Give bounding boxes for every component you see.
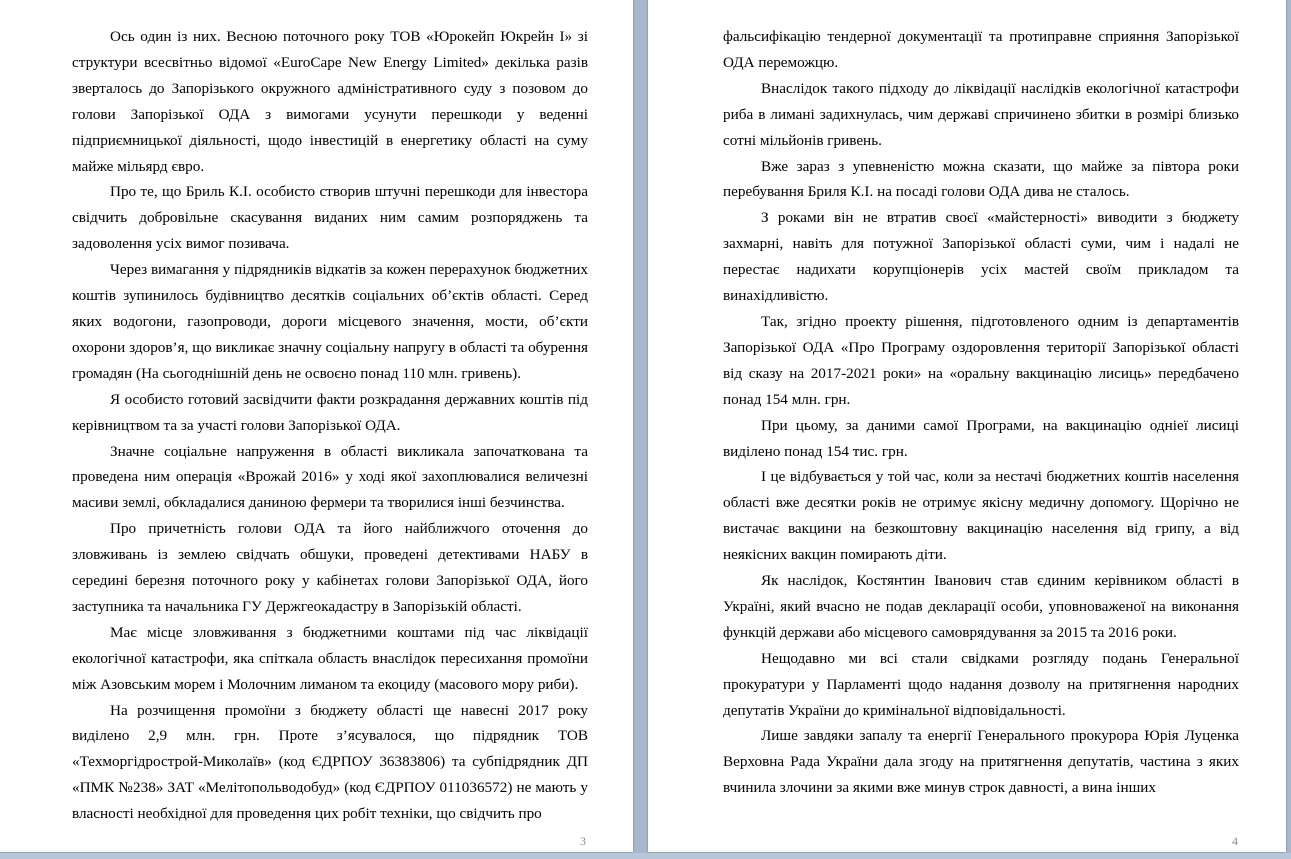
paragraph: Лише завдяки запалу та енергії Генерального прокурора Юрія Луценка Верховна Рада України дала згоду на притягнення депутатів, частина з яких вчинила злочини за якими вже минув строк давності, а вина інших — [723, 727, 1239, 797]
paragraph: Має місце зловживання з бюджетними коштами під час ліквідації екологічної катастрофи, яка спіткала область внаслідок пересихання промоїни між Азовським морем і Молочним лиманом та екоциду (масового мору риби). — [72, 623, 588, 693]
paragraph: Ось один із них. Весною поточного року ТОВ «Юрокейп Юкрейн І» зі структури всесвітньо відомої «EuroCape New Energy Limited» декілька разів зверталось до Запорізького окружного адміністративного суду з позовом до голови Запорізької ОДА з вимогами усунути перешкоди у веденні підприємницької діяльності, щодо інвестицій в енергетику області на суму майже мільярд євро. — [72, 28, 588, 175]
paragraph: Через вимагання у підрядників відкатів за кожен перерахунок бюджетних коштів зупинилось будівництво десятків соціальних об’єктів області. Серед яких водогони, газопроводи, дороги місцевого значення, мости, об’єкти охорони здоров’я, що викликає значну соціальну напругу в області та обурення громадян (На сьогоднішній день не освоєно понад 110 млн. гривень). — [72, 261, 588, 382]
paragraph-continuation: фальсифікацію тендерної документації та протиправне сприяння Запорізької ОДА переможцю. — [723, 28, 1239, 71]
paragraph: Значне соціальне напруження в області викликала започаткована та проведена ним операція «Врожай 2016» у ході якої захоплювалися величезні масиви землі, обкладалися даниною фермери та творилися інші безчинства. — [72, 442, 588, 512]
page-number: 4 — [1232, 834, 1238, 848]
status-bar — [0, 853, 1291, 859]
paragraph: Внаслідок такого підходу до ліквідації наслідків екологічної катастрофи риба в лимані задихнулась, чим державі спричинено збитки в розмірі близько сотні мільйонів гривень. — [723, 79, 1239, 149]
paragraph: Як наслідок, Костянтин Іванович став єдиним керівником області в Україні, який вчасно не подав декларації особи, уповноваженої на виконання функцій держави або місцевого самоврядування за 2015 та 2016 роки. — [723, 572, 1239, 641]
document-page-3 — [0, 0, 633, 852]
paragraph: Вже зараз з упевненістю можна сказати, що майже за півтора роки перебування Бриля К.І. на посаді голови ОДА дива не сталось. — [723, 157, 1239, 201]
paragraph: Так, згідно проекту рішення, підготовленого одним із департаментів Запорізької ОДА «Про Програму оздоровлення території Запорізької області від сказу на 2017-2021 роки» на «оральну вакцинацію лисиць» передбачено понад 154 млн. грн. — [723, 312, 1239, 408]
page-number: 3 — [580, 834, 586, 848]
paragraph: На розчищення промоїни з бюджету області ще навесні 2017 року виділено 2,9 млн. грн. Проте з’ясувалося, що підрядник ТОВ «Техморгідрострой-Миколаїв» (код ЄДРПОУ 36383806) та субпідрядник ДП «ПМК №238» ЗАТ «Мелітопольводобуд» (код ЄДРПОУ 011036572) не мають у власності необхідної для проведення цих робіт техніки, що свідчить про — [72, 701, 588, 823]
paragraph: З роками він не втратив своєї «майстерності» виводити з бюджету захмарні, навіть для потужної Запорізької області суми, чим і надалі не перестає надихати корупціонерів усіх мастей своїм прикладом та винахідливістю. — [723, 209, 1239, 305]
paragraph: Про причетність голови ОДА та його найближчого оточення до зловживань із землею свідчать обшуки, проведені детективами НАБУ в середині березня поточного року у кабінетах голови Запорізької ОДА, його заступника та начальника ГУ Держгеокадастру в Запорізькій області. — [72, 520, 588, 615]
paragraph: І це відбувається у той час, коли за нестачі бюджетних коштів населення області вже десятки років не отримує якісну медичну допомогу. Щорічно не вистачає вакцини на безкоштовну вакцинацію населення від грипу, а від неякісних вакцин помирають діти. — [723, 468, 1239, 564]
paragraph: Про те, що Бриль К.І. особисто створив штучні перешкоди для інвестора свідчить добровільне скасування виданих ним самим розпоряджень та задоволення усіх вимог позивача. — [72, 183, 588, 253]
paragraph: Нещодавно ми всі стали свідками розгляду подань Генеральної прокуратури у Парламенті щодо надання дозволу на притягнення народних депутатів України до кримінальної відповідальності. — [723, 649, 1239, 719]
document-page-4 — [648, 0, 1286, 852]
page-body — [72, 24, 588, 827]
paragraph: Я особисто готовий засвідчити факти розкрадання державних коштів під керівництвом та за участі голови Запорізької ОДА. — [72, 390, 588, 434]
page-body — [723, 24, 1239, 801]
paragraph: При цьому, за даними самої Програми, на вакцинацію одніеї лисиці виділено понад 154 тис. грн. — [723, 416, 1239, 460]
